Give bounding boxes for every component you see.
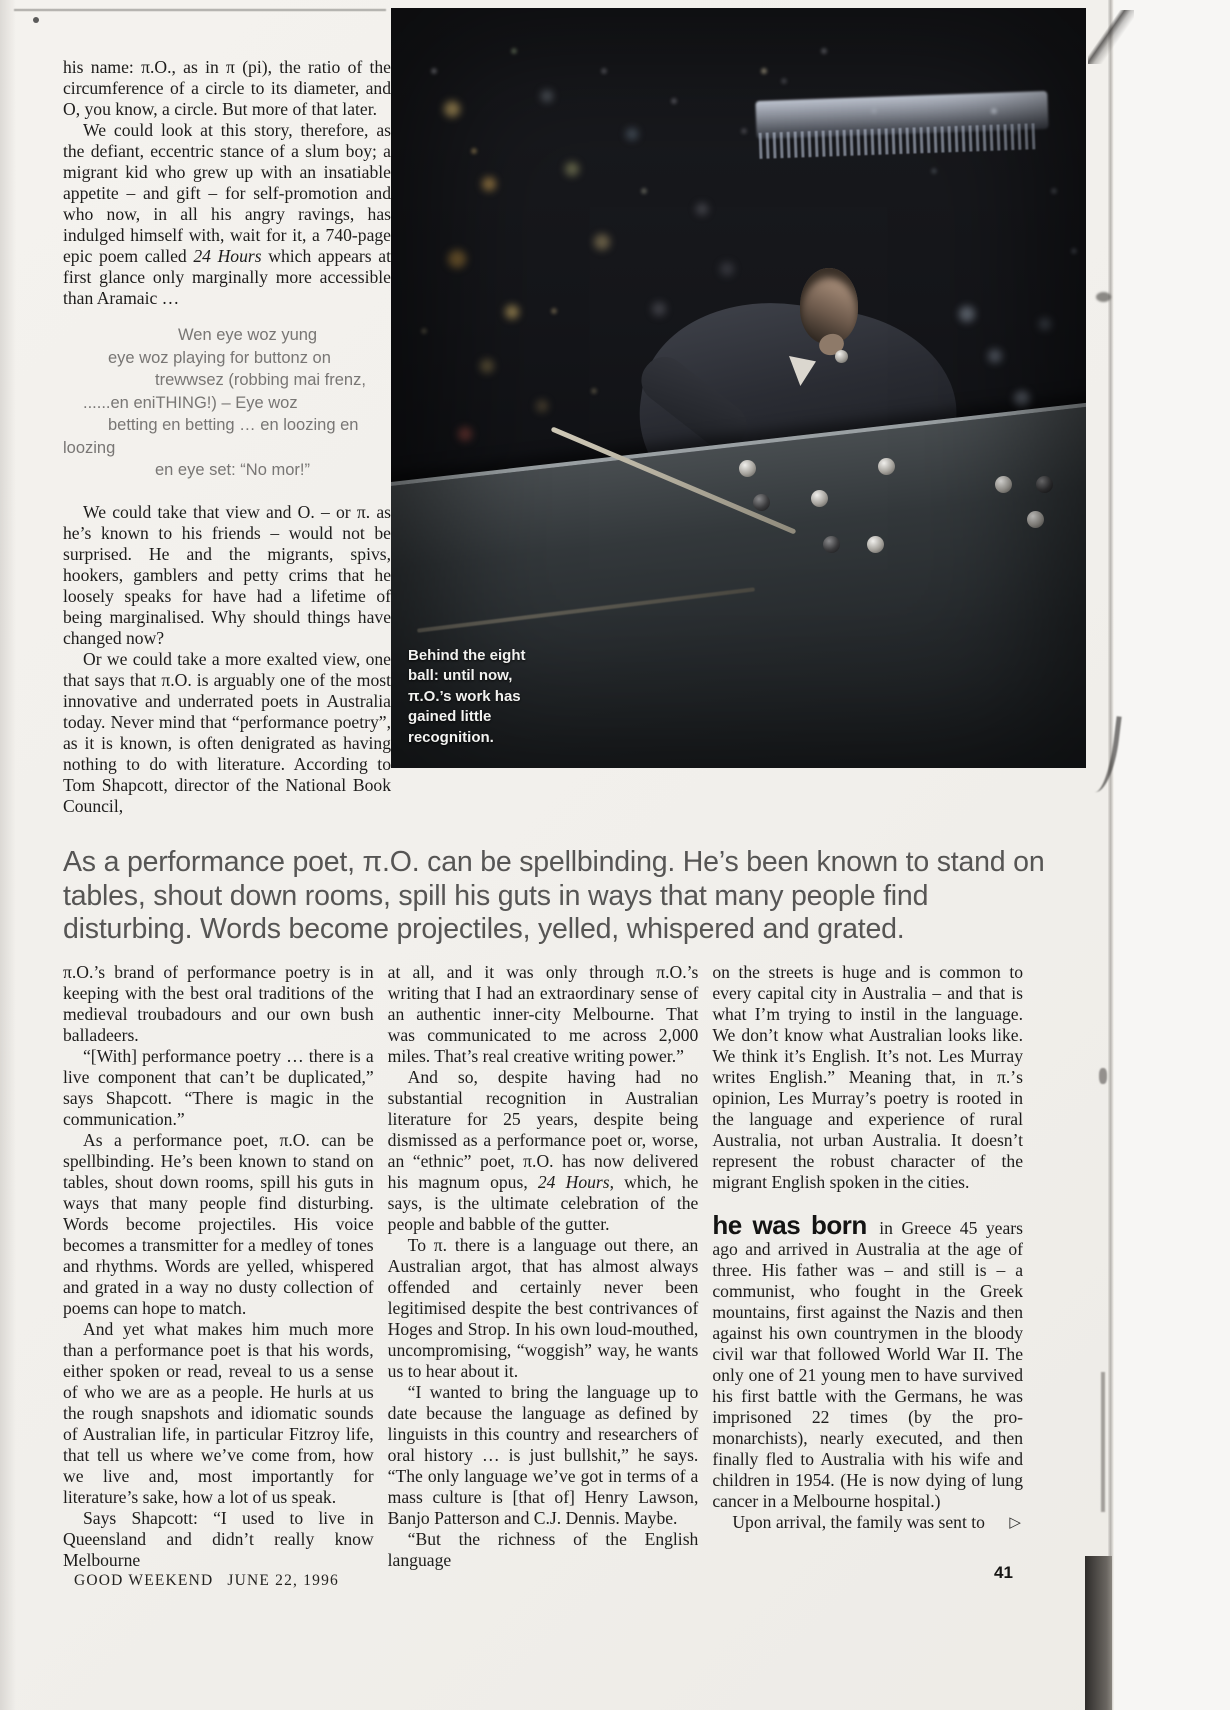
player-head — [800, 268, 858, 344]
last-paragraph-text: Upon arrival, the family was sent to — [732, 1512, 985, 1532]
pool-ball — [1036, 476, 1053, 493]
player-torso — [624, 285, 969, 562]
article-column-1 — [63, 962, 374, 1571]
paragraph: “But the richness of the English language — [387, 1529, 699, 1570]
poem-line: loozing — [63, 438, 116, 457]
paragraph: “I wanted to bring the language up to date because the language as defined by linguists in this country and researchers of oral history … is just bullshit,” he says. “The only language we’ve got in terms of a mass culture is [that of] Henry Lawson, Banjo Patterson and C.J. Dennis. Maybe. — [387, 1382, 699, 1528]
scan-artifact — [33, 17, 39, 23]
paragraph: on the streets is huge and is common to every capital city in Australia – and that is what I’m trying to instil in the language. We don’t know what Australian looks like. We think it’s English. It’s not. Les Murray writes English.” Meaning that, in π.’s opinion, Les Murray’s poetry is rooted in the language and experience of rural Australia, not urban Australia. It doesn’t represent the robust character of the migrant English spoken in the cities. — [712, 962, 1024, 1192]
player-shirt-collar — [789, 356, 816, 386]
paragraph — [712, 1512, 1023, 1535]
subhead-he-was-born: he was born — [712, 1210, 867, 1240]
intro-column — [63, 57, 391, 817]
pool-ball — [995, 476, 1012, 493]
paragraph: “[With] performance poetry … there is a live component that can’t be duplicated,” says Shapcott. “There is magic in the communication.” — [63, 1046, 374, 1129]
pool-ball — [739, 460, 756, 477]
body-columns — [63, 962, 1023, 1571]
footer-date: JUNE 22, 1996 — [227, 1572, 340, 1589]
poem-line: betting en betting … en loozing en — [108, 416, 359, 434]
pool-ball — [835, 350, 848, 363]
paragraph: at all, and it was only through π.O.’s writing that I had an extraordinary sense of an authentic inner-city Melbourne. That was communicated to me across 2,000 miles. That’s real creative writing power.” — [387, 962, 699, 1066]
page-number: 41 — [994, 1563, 1013, 1582]
lit-awning — [755, 91, 1048, 139]
poem-line: eye woz playing for buttonz on — [108, 348, 331, 367]
footer-magazine-name: GOOD WEEKEND — [74, 1572, 214, 1589]
photo-caption: Behind the eight ball: until now, π.O.’s work has gained little recognition. — [408, 646, 526, 746]
poem-line: Wen eye woz yung — [178, 326, 318, 344]
bokeh-lights — [391, 8, 403, 20]
bokeh-lights — [391, 8, 397, 14]
scanner-bed — [1114, 0, 1230, 1710]
cue-stick — [417, 587, 755, 632]
paragraph: And so, despite having had no substantial recognition in Australian literature for 25 years, despite being dismissed as a performance poet or, worse, an “ethnic” poet, π.O. has now delivered his magnum opus, 24 Hours, which, he says, is the ultimate celebration of the people and babble of the gutter. — [387, 1067, 699, 1234]
paragraph: We could take that view and O. – or π. as he’s known to his friends – would not be surprised. He and the migrants, spivs, hookers, gamblers and petty crims that he loosely speaks for have had a lifetime of being marginalised. Why should things have changed now? — [63, 501, 391, 648]
intro-paragraphs — [63, 57, 391, 309]
he-was-born-paragraph — [712, 1210, 1024, 1512]
scan-artifact — [1101, 1372, 1105, 1512]
pull-quote: As a performance poet, π.O. can be spellbinding. He’s been known to stand on tables, shout down rooms, spill his guts in ways that many people find disturbing. Words become projectiles, yelled, whispered and grated. — [63, 846, 1045, 945]
player-hand — [817, 331, 847, 358]
paragraph: π.O.’s brand of performance poetry is in keeping with the best oral traditions of the medieval troubadours and our own bush balladeers. — [63, 962, 374, 1045]
after-poem-paragraphs — [63, 502, 391, 817]
continuation-arrow-icon: ▷ — [1009, 1515, 1021, 1531]
player-cuff — [741, 460, 756, 470]
poem-line: en eye set: “No mor!” — [155, 461, 310, 479]
awning-fringe — [759, 123, 1040, 159]
paragraph: And yet what makes him much more than a performance poet is that his words, either spoken or read, reveal to us a sense of who we are as a people. He hurls at us the rough snapshots and idiomatic sounds of Australian life, in particular Fitzroy life, that tell us where we’ve come from, how we live and, most importantly for literature’s sake, how a lot of us speak. — [63, 1319, 374, 1507]
pool-ball — [753, 494, 770, 511]
paragraph: We could look at this story, therefore, as the defiant, eccentric stance of a slum boy; a migrant kid who grew up with an insatiable appetite – and gift – for self-promotion and who now, in all his angry ravings, has indulged himself with, wait for it, a 740-page epic poem called 24 Hours which appears at first glance only marginally more accessible than Aramaic … — [63, 120, 391, 308]
poem-line: ......en eniTHING!) – Eye woz — [83, 393, 298, 412]
scan-artifact — [14, 9, 386, 11]
scan-artifact — [1099, 1068, 1107, 1084]
article-column-3 — [712, 962, 1023, 1571]
pool-ball — [1027, 511, 1044, 528]
scan-artifact — [0, 0, 16, 1710]
cue-stick — [551, 426, 797, 534]
pool-ball — [811, 490, 828, 507]
pool-ball — [867, 536, 884, 553]
footer — [74, 1572, 339, 1590]
article-column-2 — [388, 962, 699, 1571]
page-edge — [1108, 0, 1113, 1710]
poem-line: trewwsez (robbing mai frenz, — [155, 371, 366, 389]
dialect-poem — [63, 324, 391, 482]
player-arm — [633, 348, 756, 458]
paragraph: Says Shapcott: “I used to live in Queensland and didn’t really know Melbourne — [63, 1508, 374, 1570]
pool-ball — [823, 536, 840, 553]
paragraph: Or we could take a more exalted view, one that says that π.O. is arguably one of the most innovative and underrated poets in Australia today. Never mind that “performance poetry”, as it is known, is often denigrated as having nothing to do with literature. According to Tom Shapcott, director of the National Book Council, — [63, 648, 391, 816]
paragraph: As a performance poet, π.O. can be spellbinding. He’s been known to stand on tables, shout down rooms, spill his guts in ways that many people find disturbing. Words become projectiles. His voice becomes a transmitter for a medley of tones and rhythms. Words are yelled, whispered and grated in a way no dusty collection of poems can hope to match. — [63, 1130, 374, 1318]
subhead-continuation-text: in Greece 45 years ago and arrived in Australia at the age of three. His father was – and still is – a communist, who fought in the Greek mountains, first against the Nazis and then against his own countrymen in the bloody civil war that followed World War II. The only one of 21 young men to have survived his first battle with the Germans, he was imprisoned 22 times (by the pro-monarchists), nearly executed, and then finally fled to Australia with his wife and children in 1954. (He is now dying of lung cancer in a Melbourne hospital.) — [712, 1218, 1024, 1511]
paragraph: To π. there is a language out there, an Australian argot, that has almost always offended and certainly never been legitimised despite the best contrivances of Hoges and Strop. In his own loud-mouthed, uncompromising, “woggish” way, he wants us to hear about it. — [387, 1235, 699, 1381]
paragraph: his name: π.O., as in π (pi), the ratio of the circumference of a circle to its diameter, and O, you know, a circle. But more of that later. — [63, 57, 391, 119]
pool-hall-photo — [391, 8, 1086, 768]
pool-ball — [878, 458, 895, 475]
